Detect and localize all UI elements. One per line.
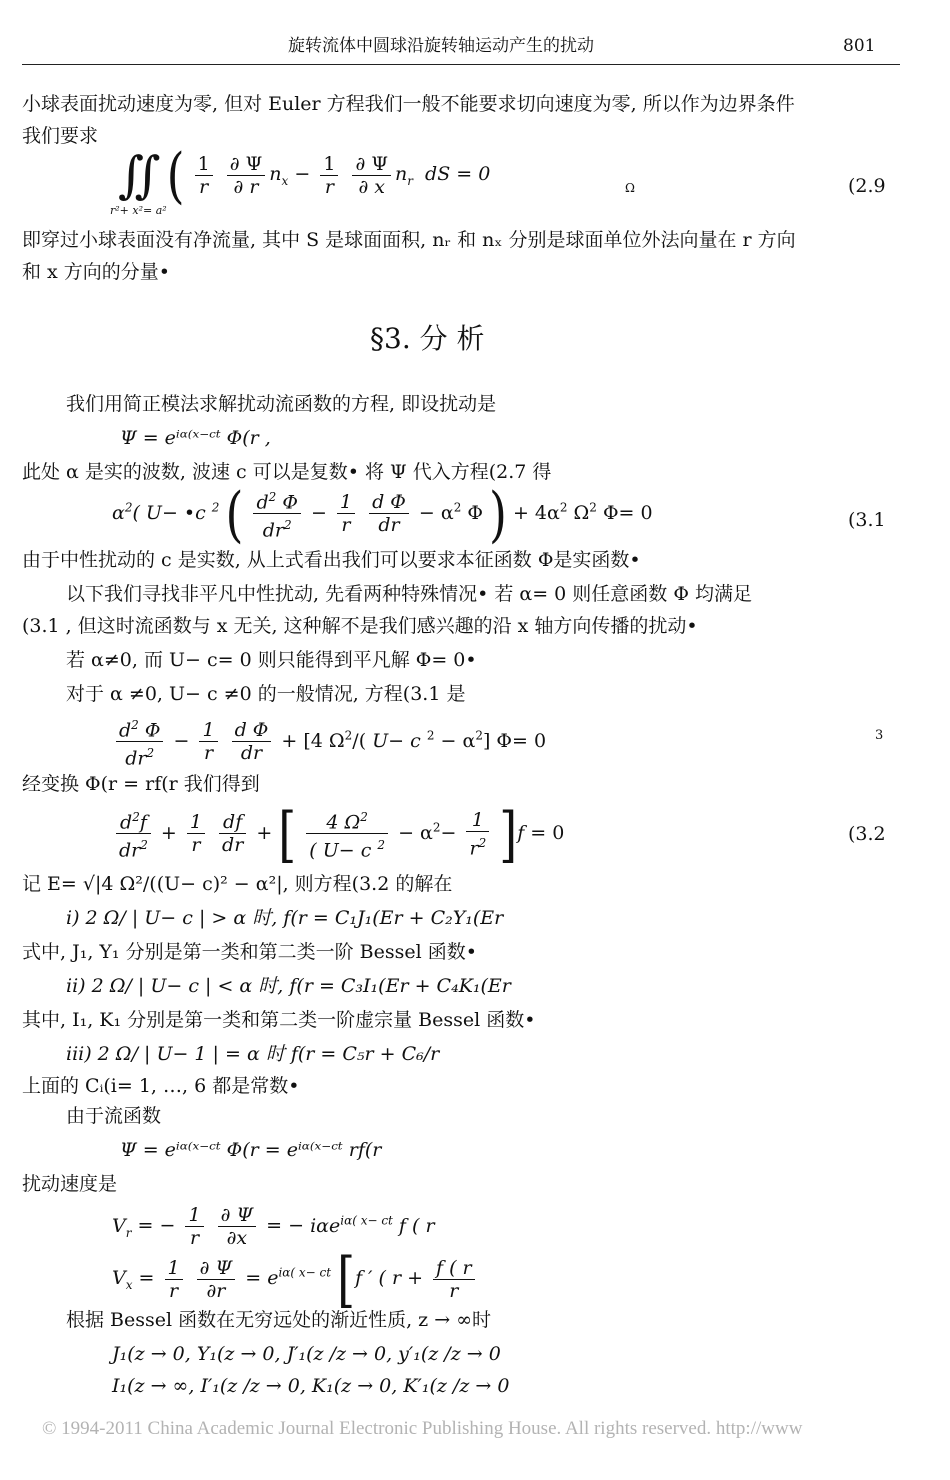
page-number: 801: [843, 36, 876, 56]
case-iii: iii) 2 Ω/ | U− 1 | = α 时 f(r = C₅r + C₆/r: [66, 1043, 440, 1065]
paragraph-line: 对于 α ≠0, U− c ≠0 的一般情况, 方程(3.1 是: [66, 683, 466, 705]
paragraph-line: 和 x 方向的分量•: [22, 261, 171, 283]
paragraph-line: 若 α≠0, 而 U− c= 0 则只能得到平凡解 Φ= 0•: [66, 649, 477, 671]
paragraph-line: 即穿过小球表面没有净流量, 其中 S 是球面面积, nᵣ 和 nₓ 分别是球面单位外法向量在 r 方向: [22, 229, 796, 251]
equation-number: 3: [875, 728, 884, 743]
paragraph-line: 式中, J₁, Y₁ 分别是第一类和第二类一阶 Bessel 函数•: [22, 941, 477, 963]
paragraph-line: 小球表面扰动速度为零, 但对 Euler 方程我们一般不能要求切向速度为零, 所以作为边界条件: [22, 93, 795, 115]
case-ii: ii) 2 Ω/ | U− c | < α 时, f(r = C₃I₁(Er + C₄K₁(Er: [66, 975, 511, 997]
paragraph-line: 上面的 Cᵢ(i= 1, …, 6 都是常数•: [22, 1075, 300, 1097]
case-i: i) 2 Ω/ | U− c | > α 时, f(r = C₁J₁(Er + C₂Y₁(Er: [66, 907, 504, 929]
left-paren: (: [166, 139, 185, 211]
equation-vx: $V_x$ = $\frac{1}{r}$ $\frac{\partial \Psi}{\partial r}$ = $e^{i\alpha( x- ct}$ [f ′ ( r + $\frac{f ( r}{r}$: [112, 1256, 479, 1310]
paragraph-line: 其中, I₁, K₁ 分别是第一类和第二类一阶虚宗量 Bessel 函数•: [22, 1009, 536, 1031]
paragraph-line: 我们要求: [22, 125, 99, 147]
section-title: §3. 分 析: [370, 322, 485, 355]
omega-label: Ω: [625, 181, 635, 195]
eq-2-9-rhs: dS = 0: [425, 163, 491, 185]
paragraph-line: 此处 α 是实的波数, 波速 c 可以是复数• 将 Ψ 代入方程(2.7 得: [22, 461, 552, 483]
paragraph-line: 由于流函数: [66, 1105, 162, 1127]
equation-2-9: ∬ ( $\frac{1}{r}$ $\frac{\partial \Psi}{\partial r}$ $n_x$ − $\frac{1}{r}$ $\frac{\partial \Psi}{\partial x}$ $n_r$ dS = 0: [118, 139, 491, 211]
asymptotic-line-2: I₁(z → ∞, I′₁(z /z → 0, K₁(z → 0, K′₁(z /z → 0: [112, 1375, 510, 1397]
equation-number: (3.1: [848, 509, 886, 531]
paragraph-line: 扰动速度是: [22, 1173, 118, 1195]
equation-3-2: $\frac{d^2f}{dr^2}$ + $\frac{1}{r}$ $\frac{df}{dr}$ + [ $\frac{4 \Omega^2}{( U- c ^2}$ − $\alpha^2-$ $\frac{1}{r^2}$ ]f = 0: [112, 806, 564, 862]
running-header-title: 旋转流体中圆球沿旋转轴运动产生的扰动: [288, 36, 594, 56]
equation-number: (2.9: [848, 175, 886, 197]
equation-psi-def: Ψ = eⁱᵅ⁽ˣ⁻ᶜᵗ Φ(r ,: [120, 427, 271, 449]
paragraph-line: 我们用简正模法求解扰动流函数的方程, 即设扰动是: [66, 393, 497, 415]
paragraph-line: (3.1 , 但这时流函数与 x 无关, 这种解不是我们感兴趣的沿 x 轴方向传播的扰动•: [22, 615, 698, 637]
paragraph-line: 以下我们寻找非平凡中性扰动, 先看两种特殊情况• 若 α= 0 则任意函数 Φ 均满足: [66, 583, 752, 605]
paragraph-line: 记 E= √|4 Ω²/((U− c)² − α²|, 则方程(3.2 的解在: [22, 873, 453, 895]
paragraph-line: 根据 Bessel 函数在无穷远处的渐近性质, z → ∞时: [66, 1309, 492, 1331]
header-rule: [22, 64, 900, 65]
equation-3-1: $\alpha^2$( U− •c $^2$ ( $\frac{d^2 \Phi}{dr^2}$ − $\frac{1}{r}$ $\frac{\text{d Φ}}{dr}$ − $\alpha^2$ Φ ) + $4\alpha^2$ $\Omega^2$ Φ= 0: [112, 478, 653, 549]
paragraph-line: 由于中性扰动的 c 是实数, 从上式看出我们可以要求本征函数 Φ是实函数•: [22, 549, 641, 571]
asymptotic-line-1: J₁(z → 0, Y₁(z → 0, J′₁(z /z → 0, y′₁(z /z → 0: [112, 1343, 501, 1365]
equation-psi-full: Ψ = eⁱᵅ⁽ˣ⁻ᶜᵗ Φ(r = eⁱᵅ⁽ˣ⁻ᶜᵗ rf(r: [120, 1139, 382, 1161]
paragraph-line: 经变换 Φ(r = rf(r 我们得到: [22, 773, 260, 795]
equation-number: (3.2: [848, 823, 886, 845]
equation-3: $\frac{d^2 \Phi}{dr^2}$ − $\frac{1}{r}$ $\frac{\text{d Φ}}{dr}$ + [4 $\Omega^2/$( U− c $^2 - \alpha^2$] Φ= 0: [112, 714, 546, 768]
integral-limits: r²+ x²= a²: [110, 204, 167, 217]
copyright-footer: © 1994-2011 China Academic Journal Electronic Publishing House. All rights reserved. http://www: [42, 1418, 803, 1439]
equation-vr: $V_r$ = − $\frac{1}{r}$ $\frac{\partial \Psi}{\partial x}$ = − iαe$^{i\alpha( x- ct}$ f ( r: [112, 1204, 435, 1249]
double-integral-sign: ∬: [118, 146, 161, 204]
